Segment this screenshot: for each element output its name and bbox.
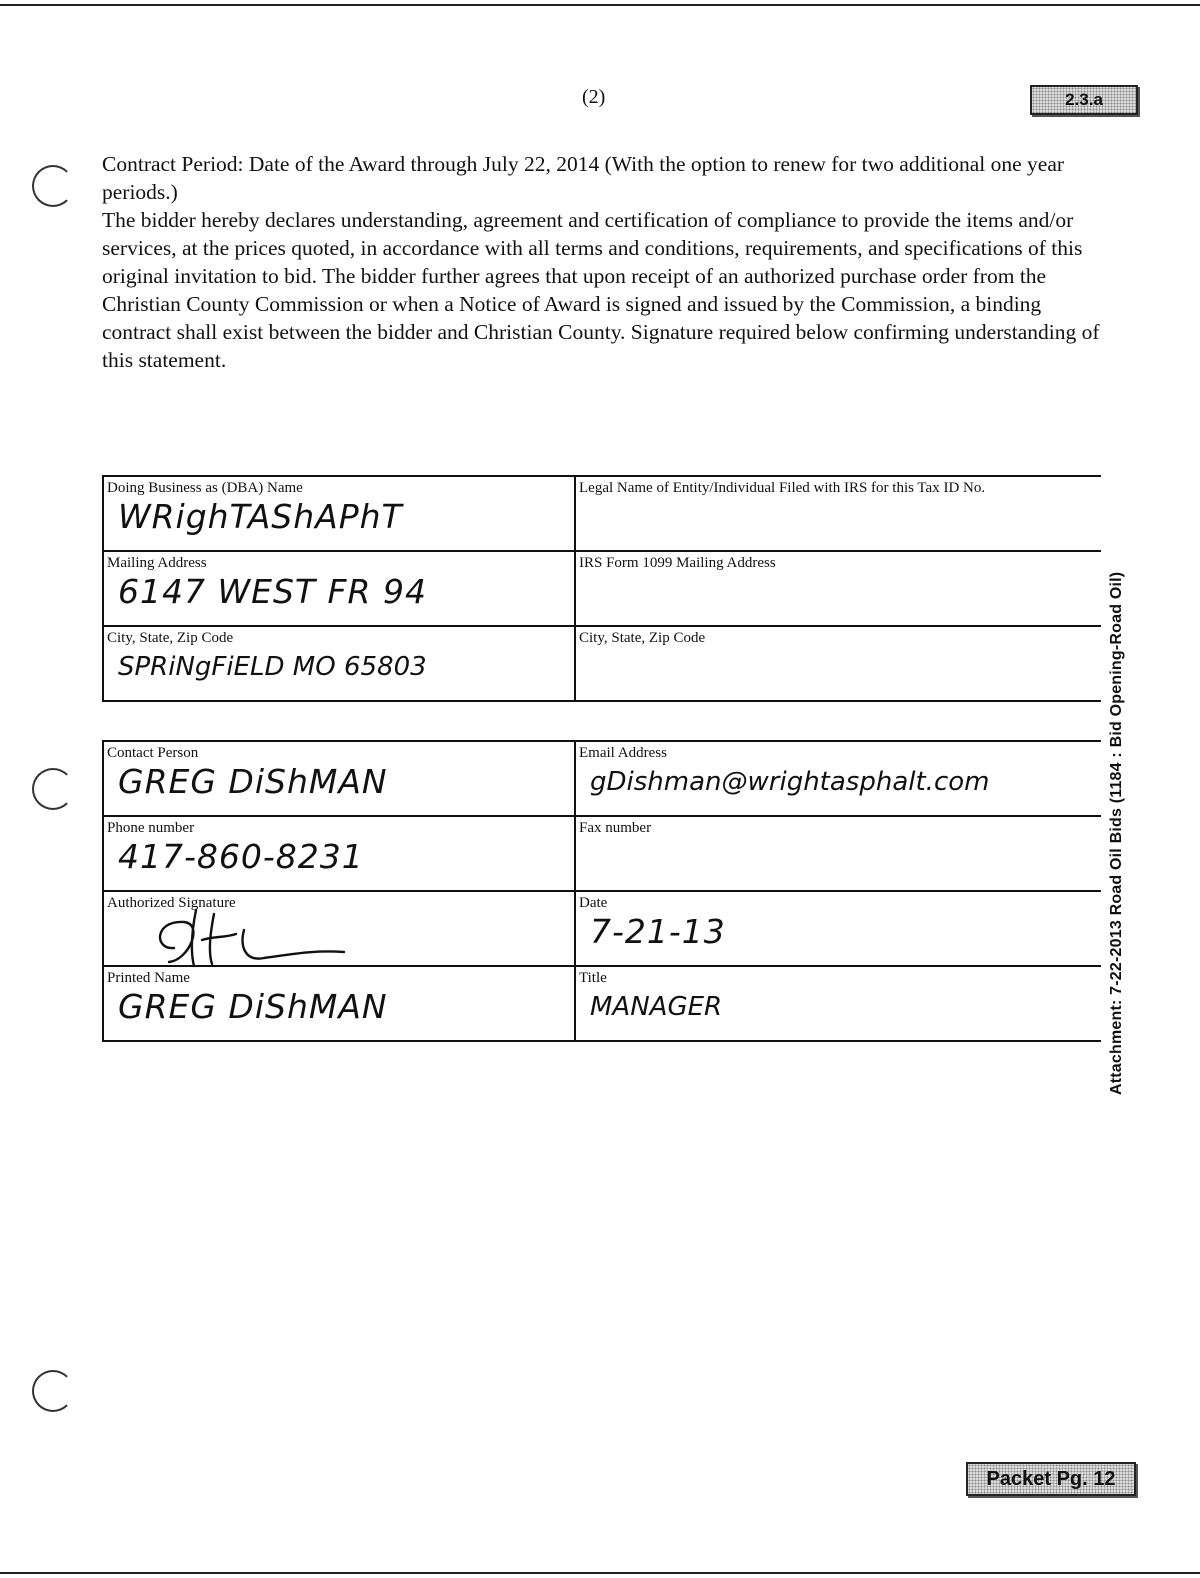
printed-name-value: GREG DiShMAN xyxy=(118,987,388,1026)
punch-hole-bottom xyxy=(32,1370,74,1412)
table-row xyxy=(103,476,1101,551)
table-row xyxy=(103,626,1101,701)
title-value: MANAGER xyxy=(590,992,723,1022)
scan-edge-bottom xyxy=(0,1572,1200,1574)
authorized-signature-label: Authorized Signature xyxy=(107,895,236,911)
phone-number-value: 417-860-8231 xyxy=(118,837,364,876)
table-row xyxy=(103,966,1101,1041)
punch-hole-middle xyxy=(32,768,74,810)
title-cell[interactable] xyxy=(575,966,1101,1041)
contact-person-value: GREG DiShMAN xyxy=(118,762,388,801)
table-row xyxy=(103,741,1101,816)
irs-mailing-address-label: IRS Form 1099 Mailing Address xyxy=(579,555,776,571)
business-info-table xyxy=(102,475,1101,702)
date-value: 7-21-13 xyxy=(590,912,726,951)
table-row xyxy=(103,551,1101,626)
phone-number-label: Phone number xyxy=(107,820,195,836)
fax-number-label: Fax number xyxy=(579,820,652,836)
city-state-zip-label: City, State, Zip Code xyxy=(107,630,234,646)
authorized-signature-cell[interactable] xyxy=(103,891,575,966)
attachment-badge: 2.3.a xyxy=(1030,85,1138,115)
dba-value: WRighTAShAPhT xyxy=(118,497,403,536)
declaration-text: The bidder hereby declares understanding, agreement and certification of compliance to provide the items and/or services, at the prices quoted, in accordance with all terms and conditions, requirements, and specifications of this original invitation to bid. The bidder further agrees that upon receipt of an authorized purchase order from the Christian County Commission or when a Notice of Award is signed and issued by the Commission, a binding contract shall exist between the bidder and Christian County. Signature required below confirming understanding of this statement. xyxy=(102,208,1100,372)
contract-statement xyxy=(102,150,1102,374)
attachment-side-note: Attachment: 7-22-2013 Road Oil Bids (1184 : Bid Opening-Road Oil) xyxy=(1108,571,1125,1095)
mailing-address-value: 6147 WEST FR 94 xyxy=(118,572,427,611)
fax-number-cell[interactable] xyxy=(575,816,1101,891)
title-label: Title xyxy=(579,970,607,986)
page-number: (2) xyxy=(582,86,606,108)
scan-edge-top xyxy=(0,4,1200,6)
date-cell[interactable] xyxy=(575,891,1101,966)
city-state-zip-value: SPRiNgFiELD MO 65803 xyxy=(118,652,427,682)
city-state-zip-cell[interactable] xyxy=(103,626,575,701)
table-row xyxy=(103,816,1101,891)
dba-label: Doing Business as (DBA) Name xyxy=(107,480,303,496)
phone-number-cell[interactable] xyxy=(103,816,575,891)
authorized-signature-image xyxy=(144,900,384,970)
contact-person-label: Contact Person xyxy=(107,745,199,761)
packet-page-badge: Packet Pg. 12 xyxy=(966,1462,1136,1496)
punch-hole-top xyxy=(32,165,74,207)
printed-name-cell[interactable] xyxy=(103,966,575,1041)
printed-name-label: Printed Name xyxy=(107,970,190,986)
contract-period-text: Contract Period: Date of the Award through July 22, 2014 (With the option to renew for two additional one year periods.) xyxy=(102,152,1065,204)
email-address-value: gDishman@wrightasphalt.com xyxy=(590,767,990,797)
irs-mailing-address-cell[interactable] xyxy=(575,551,1101,626)
irs-city-state-zip-label: City, State, Zip Code xyxy=(579,630,706,646)
date-label: Date xyxy=(579,895,608,911)
email-address-label: Email Address xyxy=(579,745,667,761)
mailing-address-label: Mailing Address xyxy=(107,555,207,571)
legal-name-cell[interactable] xyxy=(575,476,1101,551)
dba-cell[interactable] xyxy=(103,476,575,551)
contact-person-cell[interactable] xyxy=(103,741,575,816)
table-row xyxy=(103,891,1101,966)
irs-city-state-zip-cell[interactable] xyxy=(575,626,1101,701)
email-address-cell[interactable] xyxy=(575,741,1101,816)
mailing-address-cell[interactable] xyxy=(103,551,575,626)
legal-name-label: Legal Name of Entity/Individual Filed with IRS for this Tax ID No. xyxy=(579,480,986,496)
contact-info-table xyxy=(102,740,1101,1042)
